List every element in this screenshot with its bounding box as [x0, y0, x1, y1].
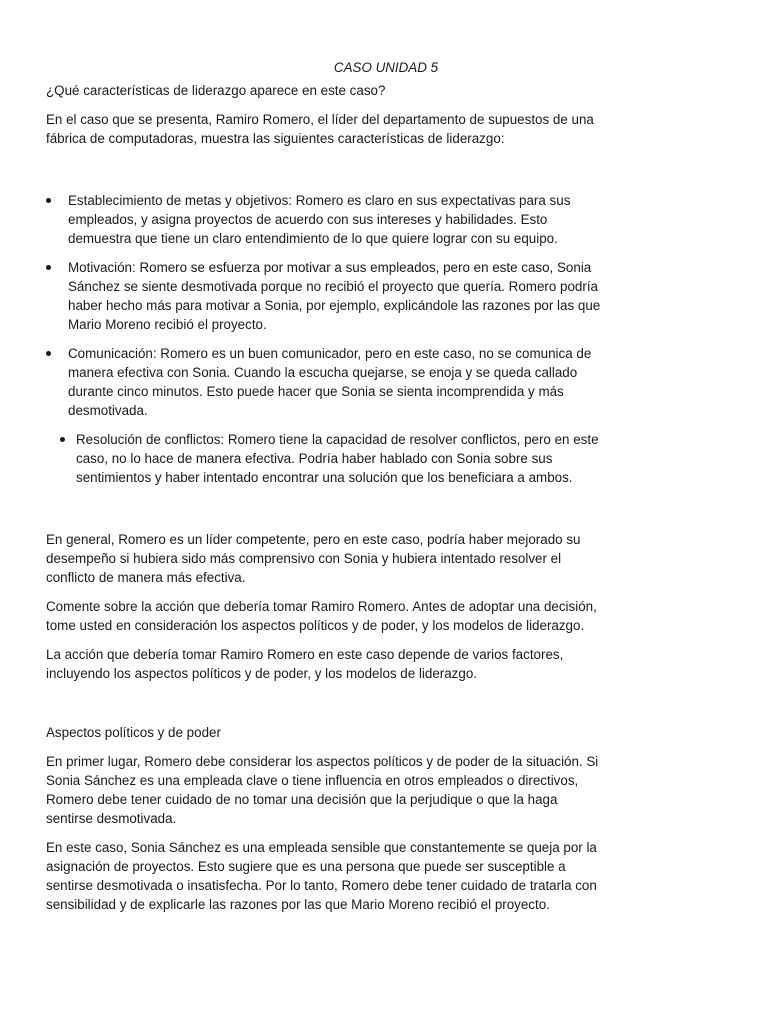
question-heading: ¿Qué características de liderazgo aparece en este caso? — [46, 83, 386, 98]
list-item — [46, 344, 606, 420]
document-title: CASO UNIDAD 5 — [333, 60, 439, 75]
bullet-icon — [60, 437, 65, 442]
list-item — [46, 191, 606, 248]
list-item-text: Resolución de conflictos: Romero tiene la capacidad de resolver conflictos, pero en este caso, no lo hace de manera efectiva. Podría haber hablado con Sonia sobre sus sentimientos y haber intentado encontrar una solución que los beneficiara a ambos. — [76, 432, 599, 485]
list-item — [46, 258, 606, 334]
characteristics-list — [46, 191, 606, 487]
list-item-text: Motivación: Romero se esfuerza por motivar a sus empleados, pero en este caso, Sonia Sánchez se siente desmotivada porque no recibió el proyecto que quería. Romero podría haber hecho más para motivar a Sonia, por ejemplo, explicándole las razones por las que Mario Moreno recibió el proyecto. — [68, 260, 601, 332]
bullet-icon — [46, 351, 51, 356]
list-item-text: Comunicación: Romero es un buen comunicador, pero en este caso, no se comunica de manera efectiva con Sonia. Cuando la escucha quejarse, se enoja y se queda callado durante cinco minutos. Esto puede hacer que Sonia se sienta incomprendida y más desmotivada. — [68, 346, 592, 418]
section-paragraph: En primer lugar, Romero debe considerar los aspectos políticos y de poder de la situación. Si Sonia Sánchez es una empleada clave o tiene influencia en otros empleados o directivos, Romero debe tener cuidado de no tomar una decisión que la perjudique o que la haga sentirse desmotivada. — [46, 754, 599, 826]
question-paragraph: Comente sobre la acción que debería tomar Ramiro Romero. Antes de adoptar una decisión, tome usted en consideración los aspectos políticos y de poder, y los modelos de liderazgo. — [46, 599, 597, 633]
list-item — [46, 430, 606, 487]
general-paragraph: En general, Romero es un líder competente, pero en este caso, podría haber mejorado su desempeño si hubiera sido más comprensivo con Sonia y hubiera intentado resolver el conflicto de manera más efectiva. — [46, 532, 581, 585]
list-item-text: Establecimiento de metas y objetivos: Romero es claro en sus expectativas para sus empleados, y asigna proyectos de acuerdo con sus intereses y habilidades. Esto demuestra que tiene un claro entendimiento de lo que quiere lograr con su equipo. — [68, 193, 571, 246]
answer-paragraph: La acción que debería tomar Ramiro Romero en este caso depende de varios factores, incluyendo los aspectos políticos y de poder, y los modelos de liderazgo. — [46, 647, 564, 681]
intro-paragraph: En el caso que se presenta, Ramiro Romero, el líder del departamento de supuestos de una fábrica de computadoras, muestra las siguientes características de liderazgo: — [46, 112, 594, 146]
document-page — [46, 58, 606, 914]
bullet-icon — [46, 265, 51, 270]
section-paragraph: En este caso, Sonia Sánchez es una empleada sensible que constantemente se queja por la asignación de proyectos. Esto sugiere que es una persona que puede ser susceptible a sentirse desmotivada o insatisfecha. Por lo tanto, Romero debe tener cuidado de tratarla con sensibilidad y de explicarle las razones por las que Mario Moreno recibió el proyecto. — [46, 840, 597, 912]
section-heading: Aspectos políticos y de poder — [46, 725, 221, 740]
bullet-icon — [46, 198, 51, 203]
